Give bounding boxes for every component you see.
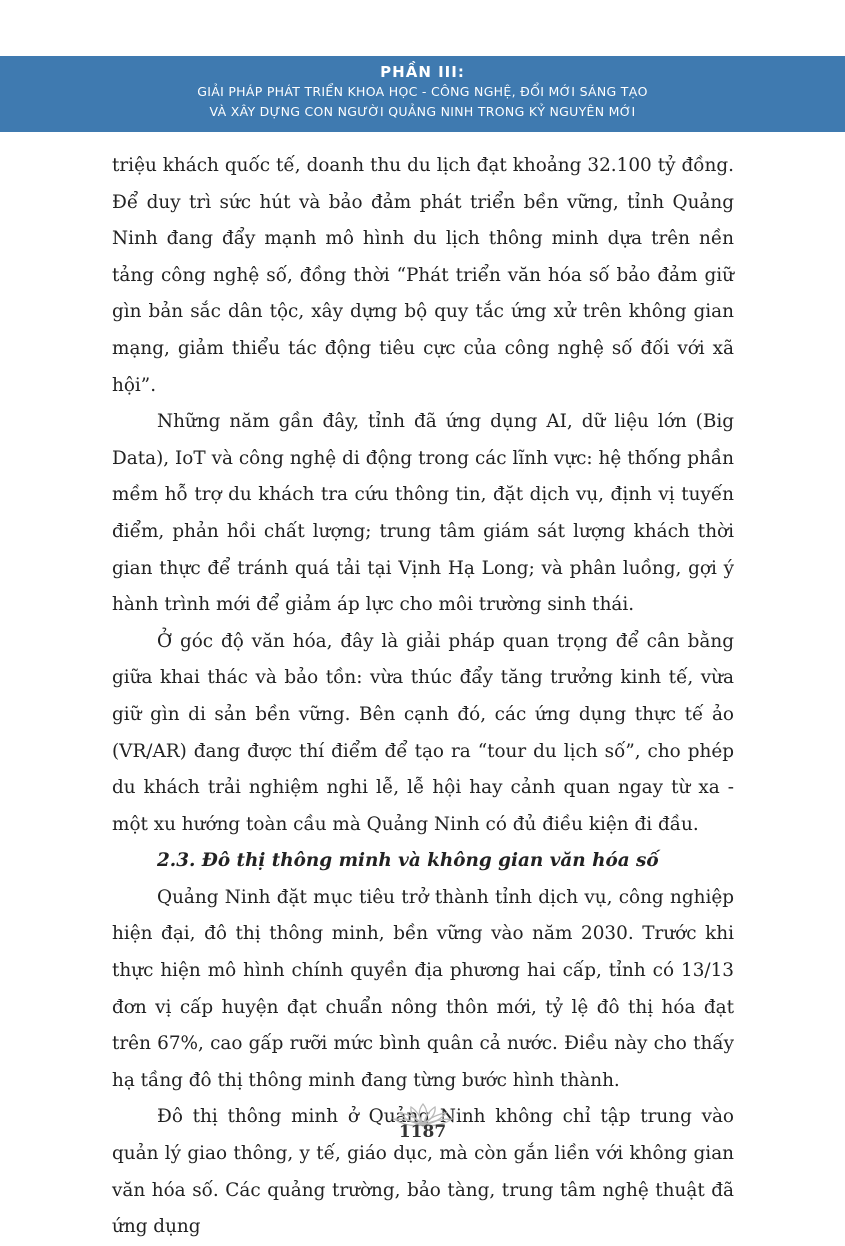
part-subtitle-line1: GIẢI PHÁP PHÁT TRIỂN KHOA HỌC - CÔNG NGHỆ, ĐỔI MỚI SÁNG TẠO	[197, 84, 648, 99]
paragraph-smart-city-culture: Đô thị thông minh ở Quảng Ninh không chỉ tập trung vào quản lý giao thông, y tế, giáo dục, mà còn gắn liền với không gian văn hóa số. Các quảng trường, bảo tàng, trung tâm nghệ thuật đã ứng dụng	[112, 1106, 734, 1238]
page-body	[112, 148, 734, 1246]
part-subtitle-line2: VÀ XÂY DỰNG CON NGƯỜI QUẢNG NINH TRONG KỶ NGUYÊN MỚI	[209, 104, 636, 119]
paragraph-culture: Ở góc độ văn hóa, đây là giải pháp quan trọng để cân bằng giữa khai thác và bảo tồn: vừa thúc đẩy tăng trưởng kinh tế, vừa giữ gìn di sản bền vững. Bên cạnh đó, các ứng dụng thực tế ảo (VR/AR) đang được thí điểm để tạo ra “tour du lịch số”, cho phép du khách trải nghiệm nghi lễ, lễ hội hay cảnh quan ngay từ xa - một xu hướng toàn cầu mà Quảng Ninh có đủ điều kiện đi đầu.	[112, 630, 734, 835]
part-header-band	[0, 56, 845, 132]
page-footer	[0, 1098, 845, 1158]
section-heading: 2.3. Đô thị thông minh và không gian văn hóa số	[157, 850, 659, 872]
paragraph-continued: triệu khách quốc tế, doanh thu du lịch đạt khoảng 32.100 tỷ đồng. Để duy trì sức hút và bảo đảm phát triển bền vững, tỉnh Quảng Ninh đang đẩy mạnh mô hình du lịch thông minh dựa trên nền tảng công nghệ số, đồng thời “Phát triển văn hóa số bảo đảm giữ gìn bản sắc dân tộc, xây dựng bộ quy tắc ứng xử trên không gian mạng, giảm thiểu tác động tiêu cực của công nghệ số đối với xã hội”.	[112, 155, 734, 396]
page-number: 1187	[398, 1122, 447, 1142]
paragraph-technology: Những năm gần đây, tỉnh đã ứng dụng AI, dữ liệu lớn (Big Data), IoT và công nghệ di động trong các lĩnh vực: hệ thống phần mềm hỗ trợ du khách tra cứu thông tin, đặt dịch vụ, định vị tuyến điểm, phản hồi chất lượng; trung tâm giám sát lượng khách thời gian thực để tránh quá tải tại Vịnh Hạ Long; và phân luồng, gợi ý hành trình mới để giảm áp lực cho môi trường sinh thái.	[112, 411, 734, 616]
part-title: PHẦN III:	[380, 63, 465, 81]
paragraph-smart-city-goal: Quảng Ninh đặt mục tiêu trở thành tỉnh dịch vụ, công nghiệp hiện đại, đô thị thông minh, bền vững vào năm 2030. Trước khi thực hiện mô hình chính quyền địa phương hai cấp, tỉnh có 13/13 đơn vị cấp huyện đạt chuẩn nông thôn mới, tỷ lệ đô thị hóa đạt trên 67%, cao gấp rưỡi mức bình quân cả nước. Điều này cho thấy hạ tầng đô thị thông minh đang từng bước hình thành.	[112, 886, 734, 1091]
